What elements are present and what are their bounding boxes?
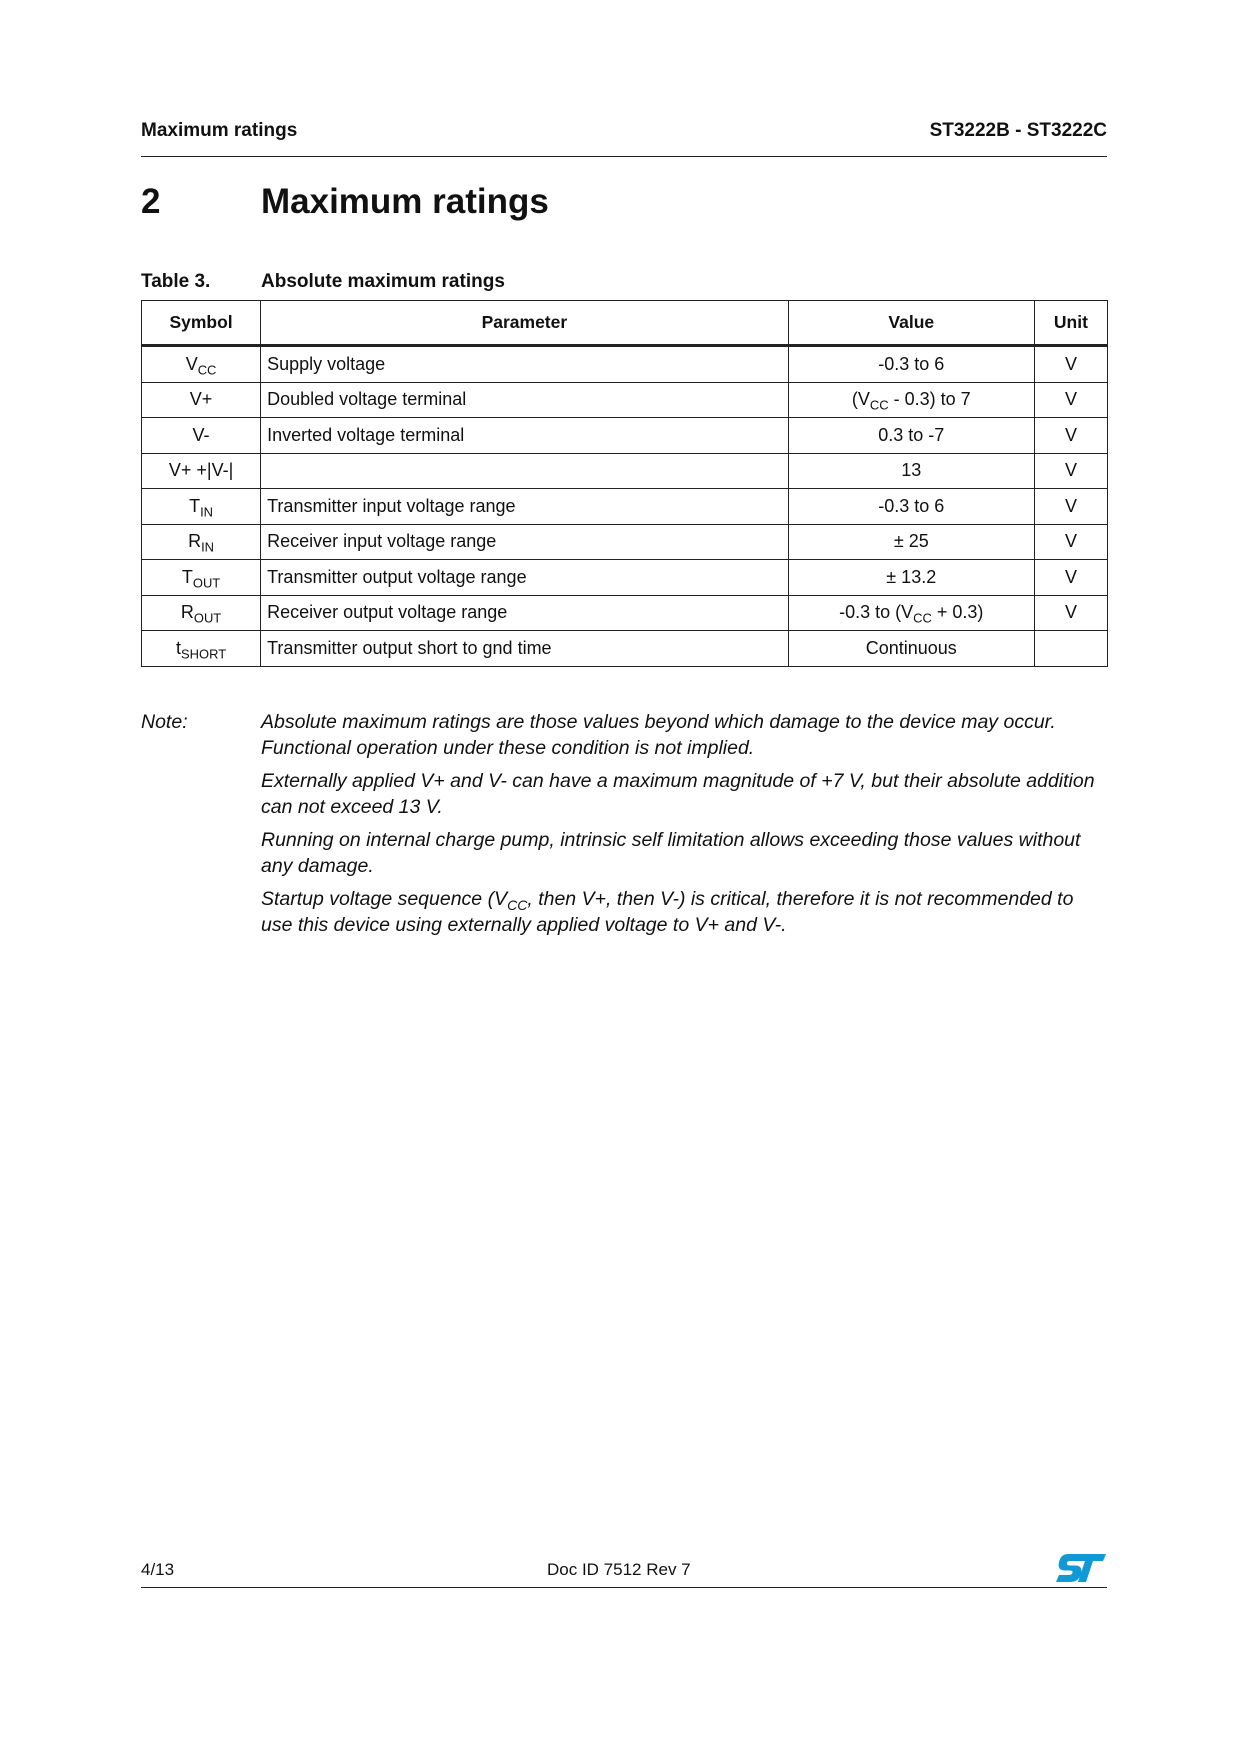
- table-row: [142, 346, 1108, 383]
- parameter-cell: Receiver output voltage range: [261, 595, 789, 631]
- parameter-cell: Transmitter output short to gnd time: [261, 631, 789, 667]
- parameter-cell: [261, 453, 789, 489]
- header-section-title: Maximum ratings: [141, 120, 298, 141]
- section-title: Maximum ratings: [261, 182, 549, 221]
- parameter-cell: Transmitter input voltage range: [261, 489, 789, 525]
- st-logo-icon: [1055, 1552, 1107, 1589]
- value-cell: ± 25: [788, 524, 1034, 560]
- symbol-cell: V+: [142, 382, 261, 418]
- unit-cell: [1034, 631, 1107, 667]
- symbol-cell: $R_{IN}$: [142, 524, 261, 560]
- parameter-cell: Inverted voltage terminal: [261, 418, 789, 454]
- value-cell: ± 13.2: [788, 560, 1034, 596]
- value-cell: 13: [788, 453, 1034, 489]
- table-row: [142, 560, 1108, 596]
- page-number: 4/13: [141, 1560, 175, 1579]
- table-label: Table 3.: [141, 271, 211, 292]
- column-header-parameter: Parameter: [261, 301, 789, 346]
- column-header-unit: Unit: [1034, 301, 1107, 346]
- header-part-number: ST3222B - ST3222C: [929, 120, 1107, 141]
- symbol-cell: $T_{OUT}$: [142, 560, 261, 596]
- table-row: [142, 382, 1108, 418]
- column-header-symbol: Symbol: [142, 301, 261, 346]
- table-row: [142, 631, 1108, 667]
- note-paragraph: Running on internal charge pump, intrinsic self limitation allows exceeding those values without any damage.: [261, 829, 1081, 877]
- table-row: [142, 595, 1108, 631]
- symbol-cell: $T_{IN}$: [142, 489, 261, 525]
- unit-cell: V: [1034, 524, 1107, 560]
- symbol-cell: $V_{CC}$: [142, 346, 261, 383]
- ratings-table: [141, 300, 1108, 667]
- unit-cell: V: [1034, 489, 1107, 525]
- page-header: [141, 120, 1107, 157]
- parameter-cell: Supply voltage: [261, 346, 789, 383]
- unit-cell: V: [1034, 560, 1107, 596]
- section-number: 2: [141, 182, 161, 221]
- table-header-row: [142, 301, 1108, 346]
- unit-cell: V: [1034, 418, 1107, 454]
- symbol-cell: V+ +|V-|: [142, 453, 261, 489]
- table-row: [142, 418, 1108, 454]
- note-paragraph: Absolute maximum ratings are those values beyond which damage to the device may occur. Functional operation under these condition is not implied.: [261, 711, 1056, 759]
- parameter-cell: Receiver input voltage range: [261, 524, 789, 560]
- note-label: Note:: [141, 711, 188, 733]
- column-header-value: Value: [788, 301, 1034, 346]
- value-cell: -0.3 to $(V_{CC} + 0.3)$: [788, 595, 1034, 631]
- unit-cell: V: [1034, 382, 1107, 418]
- value-cell: Continuous: [788, 631, 1034, 667]
- table-title: Absolute maximum ratings: [261, 271, 505, 292]
- unit-cell: V: [1034, 453, 1107, 489]
- table-row: [142, 524, 1108, 560]
- value-cell: -0.3 to 6: [788, 489, 1034, 525]
- value-cell: $(V_{CC} - 0.3)$ to 7: [788, 382, 1034, 418]
- table-row: [142, 453, 1108, 489]
- unit-cell: V: [1034, 595, 1107, 631]
- notes-block: [141, 710, 1107, 946]
- symbol-cell: $R_{OUT}$: [142, 595, 261, 631]
- table-row: [142, 489, 1108, 525]
- unit-cell: V: [1034, 346, 1107, 383]
- note-paragraph: Startup voltage sequence ($V_{CC}$, then V+, then V-) is critical, therefore it is not recommended to use this device using externally applied voltage to V+ and V-.: [261, 888, 1074, 936]
- symbol-cell: $t_{SHORT}$: [142, 631, 261, 667]
- parameter-cell: Doubled voltage terminal: [261, 382, 789, 418]
- note-paragraph: Externally applied V+ and V- can have a maximum magnitude of +7 V, but their absolute addition can not exceed 13 V.: [261, 770, 1095, 818]
- page-footer: [141, 1560, 1107, 1588]
- value-cell: 0.3 to -7: [788, 418, 1034, 454]
- document-id: Doc ID 7512 Rev 7: [547, 1560, 691, 1579]
- symbol-cell: V-: [142, 418, 261, 454]
- value-cell: -0.3 to 6: [788, 346, 1034, 383]
- parameter-cell: Transmitter output voltage range: [261, 560, 789, 596]
